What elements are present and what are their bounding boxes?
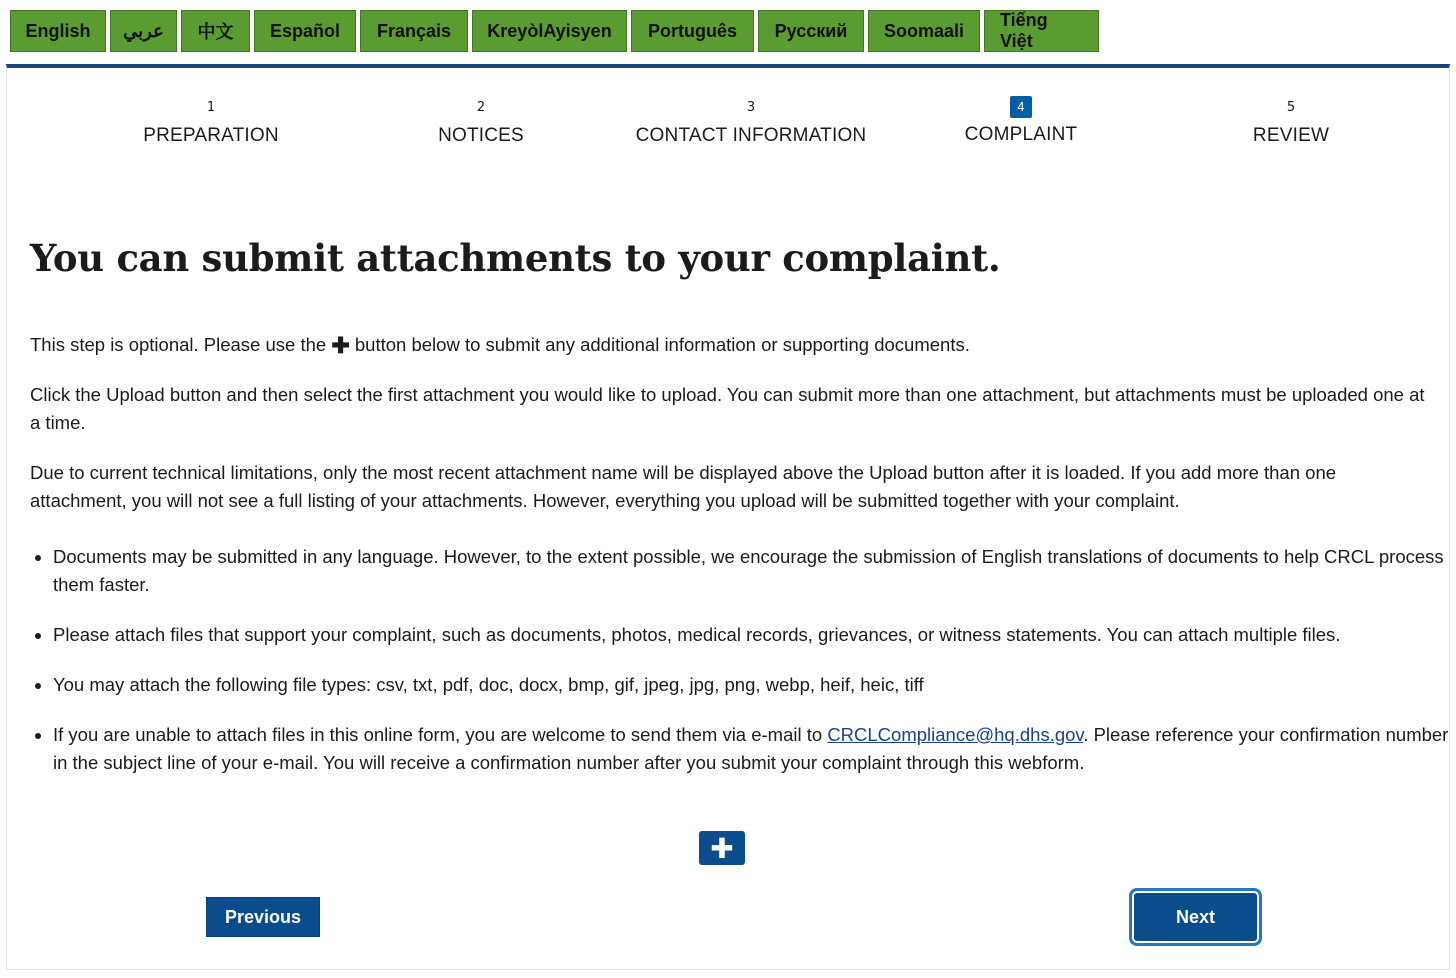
step-contact-information xyxy=(601,96,901,147)
complaint-form xyxy=(6,64,1450,970)
previous-button[interactable]: Previous xyxy=(206,897,320,937)
language-bar xyxy=(10,10,1099,52)
step-preparation xyxy=(61,96,361,147)
step-label: PREPARATION xyxy=(143,125,279,146)
add-attachment-button[interactable] xyxy=(699,831,745,865)
language-button-arabic[interactable]: عربي xyxy=(110,10,177,52)
limitations-paragraph: Due to current technical limitations, only the most recent attachment name will be displayed above the Upload button after it is loaded. If you add more than one attachment, you will not see a full listing of your attachments. However, everything you upload will be submitted together with your complaint. xyxy=(30,462,1337,511)
plus-icon: ✚ xyxy=(331,333,350,358)
step-review xyxy=(1141,96,1441,147)
next-button[interactable]: Next xyxy=(1132,891,1259,943)
upload-instructions-paragraph: Click the Upload button and then select the first attachment you would like to upload. You can submit more than one attachment, but attachments must be uploaded one at a time. xyxy=(30,384,1425,433)
language-button-portuguese[interactable]: Português xyxy=(631,10,754,52)
language-button-haitian-creole[interactable]: KreyòlAyisyen xyxy=(472,10,627,52)
list-item: • Please attach files that support your complaint, such as documents, photos, medical records, grievances, or witness statements. You can attach multiple files. xyxy=(53,621,1453,649)
language-button-english[interactable]: English xyxy=(10,10,106,52)
step-number: 1 xyxy=(206,100,216,115)
step-notices xyxy=(331,96,631,147)
step-number: 3 xyxy=(746,100,756,115)
step-number-current: 4 xyxy=(1010,96,1032,118)
optional-step-paragraph xyxy=(30,331,1430,359)
step-label: COMPLAINT xyxy=(964,124,1078,145)
step-complaint xyxy=(871,96,1171,146)
language-button-french[interactable]: Français xyxy=(360,10,468,52)
step-number: 5 xyxy=(1286,100,1296,115)
language-button-chinese[interactable]: 中文 xyxy=(181,10,250,52)
step-label: CONTACT INFORMATION xyxy=(635,125,867,146)
email-text-end: . Please reference your confirmation number in the subject line of your e-mail. You will receive a confirmation number after you submit your complaint through this webform. xyxy=(53,724,1449,773)
page-title: You can submit attachments to your complaint. xyxy=(30,236,1001,280)
list-item: • You may attach the following file types: csv, txt, pdf, doc, docx, bmp, gif, jpeg, jpg, png, webp, heif, heic, tiff xyxy=(53,671,1453,699)
attachment-guidelines-list xyxy=(31,543,1453,799)
list-item: • Documents may be submitted in any language. However, to the extent possible, we encourage the submission of English translations of documents to help CRCL process them faster. xyxy=(53,543,1453,599)
intro-text-start: This step is optional. Please use the xyxy=(30,334,332,355)
language-button-spanish[interactable]: Español xyxy=(254,10,356,52)
language-button-vietnamese[interactable]: Tiếng Việt xyxy=(984,10,1099,52)
step-label: NOTICES xyxy=(438,125,524,146)
language-button-russian[interactable]: Русский xyxy=(758,10,864,52)
intro-text-end: button below to submit any additional information or supporting documents. xyxy=(349,334,970,355)
step-label: REVIEW xyxy=(1252,125,1330,146)
list-item-email xyxy=(53,721,1453,777)
email-text-start: If you are unable to attach files in this online form, you are welcome to send them via e-mail to xyxy=(53,724,828,745)
step-number: 2 xyxy=(476,100,486,115)
plus-icon: ✚ xyxy=(710,831,734,865)
step-indicator xyxy=(7,96,1449,156)
email-link[interactable]: CRCLCompliance@hq.dhs.gov xyxy=(827,724,1084,745)
language-button-somali[interactable]: Soomaali xyxy=(868,10,980,52)
